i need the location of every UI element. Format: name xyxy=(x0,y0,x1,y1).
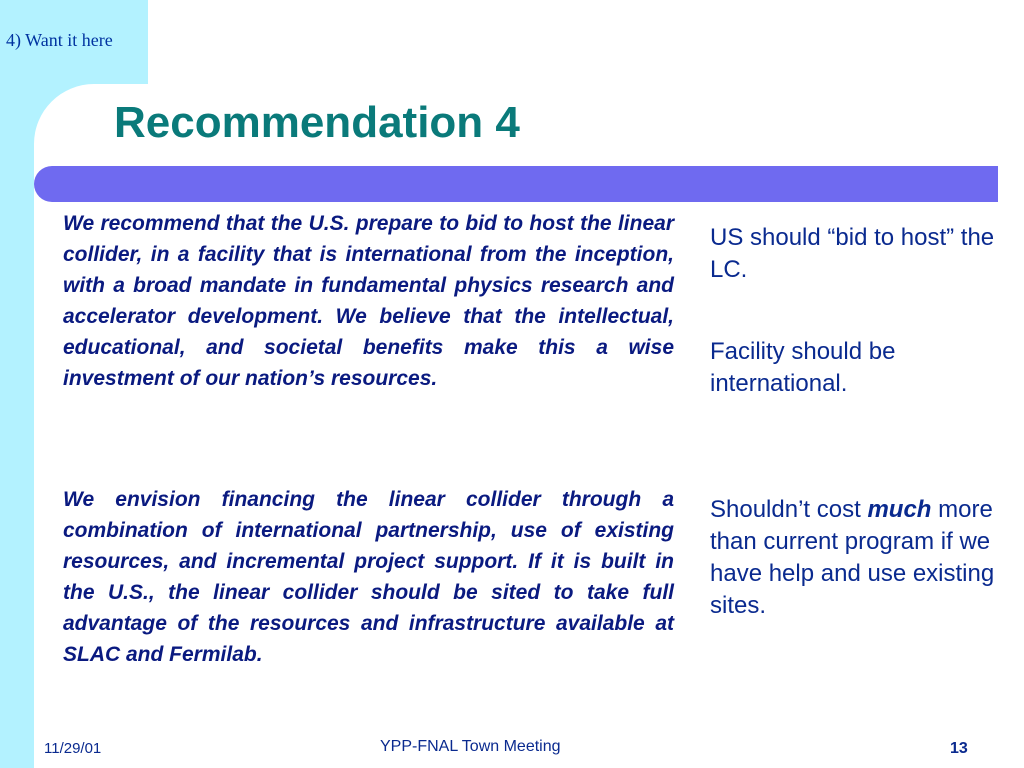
footer-date: 11/29/01 xyxy=(44,740,102,757)
recommendation-paragraph-2 xyxy=(63,484,674,670)
side-note-cost xyxy=(710,494,1020,622)
slide-title: Recommendation 4 xyxy=(114,98,520,147)
side-note-bid-to-host: US should “bid to host” the LC. xyxy=(710,224,995,283)
title-underline-bar xyxy=(34,166,998,202)
note-text: Shouldn’t cost xyxy=(710,496,868,523)
corner-label: 4) Want it here xyxy=(6,30,113,50)
side-note-international: Facility should be international. xyxy=(710,338,896,397)
paragraph-text: We envision financing the linear collider through a combination of international partnership, use of existing resources, and incremental project support. If it is built in the U.S., the linear collider should be sited to take full advantage of the resources and infrastructure available at SLAC and Fermilab. xyxy=(63,488,674,666)
paragraph-text: We recommend that the U.S. prepare to bid to host the linear collider, in a facility that is international from the inception, with a broad mandate in fundamental physics research and accelerator development. We believe that the intellectual, educational, and societal benefits make this a wise investment of our nation’s resources. xyxy=(63,212,674,390)
note-text: more than current program if we have help and use existing sites. xyxy=(710,496,995,619)
note-emphasis: much xyxy=(867,496,932,523)
footer-event-name: YPP-FNAL Town Meeting xyxy=(380,738,561,755)
recommendation-paragraph-1 xyxy=(63,208,674,394)
slide-page-number: 13 xyxy=(950,740,968,757)
